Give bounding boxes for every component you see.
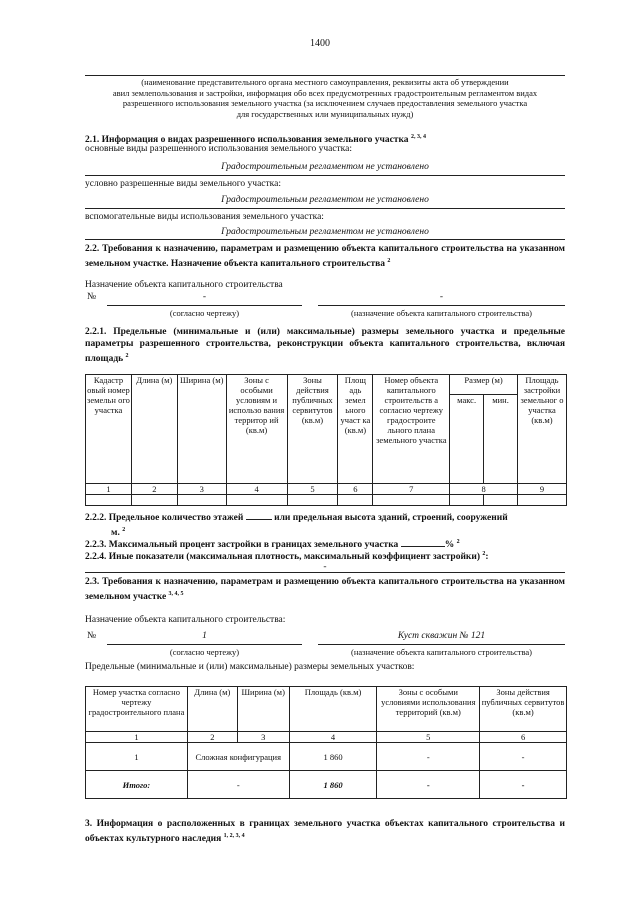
col-number: 5 bbox=[377, 732, 480, 743]
cell-plot-number: 1 bbox=[86, 743, 188, 771]
section-2-2-heading: 2.2. Требования к назначению, параметрам и размещению объекта капитального строительства на указанном земельном участке. Назначение объекта капитального строительства $^2$ bbox=[85, 244, 565, 270]
col-number: 3 bbox=[237, 732, 289, 743]
col-special-zones: Зоны с особыми условиям и использо вания территор ий (кв.м) bbox=[226, 375, 287, 484]
header-caption-line: авил землепользования и застройки, информация обо всех предусмотренных градостроительным регламентом видах bbox=[112, 87, 538, 98]
rule bbox=[85, 572, 565, 573]
col-servitudes: Зоны действия публичных сервитутов (кв.м) bbox=[287, 375, 338, 484]
header-caption-line: разрешенного использования земельного участка (за исключением случаев предоставления земельного участка bbox=[122, 98, 528, 108]
section-2-2-1-heading: 2.2.1. Предельные (минимальные и (или) максимальные) размеры земельного участка и предельные параметры разрешенного строительства, реконструкции объекта капитального строительства, включая площадь $^2$ bbox=[85, 327, 565, 365]
rule bbox=[85, 208, 565, 209]
rule bbox=[85, 175, 565, 176]
col-number: 1 bbox=[86, 732, 188, 743]
conditional-uses-value: Градостроительным регламентом не установлено bbox=[221, 195, 429, 205]
rule bbox=[318, 305, 565, 306]
number-sign: № bbox=[87, 292, 97, 302]
col-number: 2 bbox=[187, 732, 237, 743]
header-caption bbox=[40, 77, 610, 119]
col-length: Длина (м) bbox=[131, 375, 177, 484]
object-purpose: - bbox=[439, 292, 444, 302]
total-servitudes: - bbox=[480, 771, 567, 799]
section-2-2-4: 2.2.4. Иные показатели (максимальная плотность, максимальный коэффициент застройки) $^2$: bbox=[85, 551, 489, 563]
col-number: 7 bbox=[373, 484, 450, 495]
col-servitudes: Зоны действия публичных сервитутов (кв.м) bbox=[480, 687, 567, 732]
col-width: Ширина (м) bbox=[177, 375, 226, 484]
auxiliary-uses-label: вспомогательные виды использования земельного участка: bbox=[85, 212, 324, 222]
col-object-number: Номер объекта капитального строительств а согласно чертежу градостроите льного плана земельного участка bbox=[373, 375, 450, 484]
limits-label: Предельные (минимальные и (или) максимальные) размеры земельных участков: bbox=[85, 662, 415, 672]
section-2-3-heading: 2.3. Требования к назначению, параметрам и размещению объекта капитального строительства на указанном земельном участке $^{3, 4, 5}$ bbox=[85, 577, 565, 603]
cell-servitudes: - bbox=[480, 743, 567, 771]
col-number: 6 bbox=[480, 732, 567, 743]
conditional-uses-label: условно разрешенные виды земельного участка: bbox=[85, 179, 282, 189]
col-number: 8 bbox=[450, 484, 518, 495]
rule bbox=[107, 644, 302, 645]
col-number: 6 bbox=[338, 484, 373, 495]
rule bbox=[107, 305, 302, 306]
main-uses-value: Градостроительным регламентом не установлено bbox=[221, 162, 429, 172]
col-cadastral: Кадастр овый номер земельн ого участка bbox=[86, 375, 132, 484]
cell-shape: Сложная конфигурация bbox=[187, 743, 289, 771]
header-caption-line: для государственных или муниципальных нужд) bbox=[236, 108, 414, 119]
col-number: 4 bbox=[289, 732, 377, 743]
table-row bbox=[86, 743, 567, 771]
main-uses-label: основные виды разрешенного использования земельного участка: bbox=[85, 144, 353, 154]
section-2-2-2: 2.2.2. Предельное количество этажей или предельная высота зданий, строений, сооружений bbox=[85, 513, 508, 523]
total-label: Итого: bbox=[86, 771, 188, 799]
number-sign-2: № bbox=[87, 631, 97, 641]
rule bbox=[85, 239, 565, 240]
section-3-heading: 3. Информация о расположенных в границах земельного участка объектах капитального строительства и объектах культурного наследия $^{1, 2, 3, 4}$ bbox=[85, 819, 565, 845]
col-built-area: Площадь застройки земельног о участка (кв.м) bbox=[517, 375, 566, 484]
col-special-zones: Зоны с особыми условиями использования территорий (кв.м) bbox=[377, 687, 480, 732]
total-row bbox=[86, 771, 567, 799]
total-area: 1 860 bbox=[289, 771, 377, 799]
col-size-max: макс. bbox=[450, 395, 484, 484]
col-number: 2 bbox=[131, 484, 177, 495]
section-2-2-3: 2.2.3. Максимальный процент застройки в границах земельного участка % $^2$ bbox=[85, 539, 460, 551]
col-plot-number: Номер участка согласно чертежу градостроительного плана bbox=[86, 687, 188, 732]
section-2-1-heading: 2.1. Информация о видах разрешенного использования земельного участка $^{2, 3, 4}$ bbox=[85, 134, 426, 146]
purpose-label: Назначение объекта капитального строительства bbox=[85, 280, 283, 290]
object-number-2: 1 bbox=[202, 631, 207, 641]
total-shape: - bbox=[187, 771, 289, 799]
auxiliary-uses-value: Градостроительным регламентом не установлено bbox=[221, 227, 429, 237]
object-purpose-2: Куст скважин № 121 bbox=[397, 631, 486, 641]
plot-sizes-table bbox=[85, 686, 567, 799]
col-number: 9 bbox=[517, 484, 566, 495]
col-number: 1 bbox=[86, 484, 132, 495]
col-number: 3 bbox=[177, 484, 226, 495]
col-width: Ширина (м) bbox=[237, 687, 289, 732]
cell-zones: - bbox=[377, 743, 480, 771]
total-zones: - bbox=[377, 771, 480, 799]
col-area: Площадь (кв.м) bbox=[289, 687, 377, 732]
col-plot-area: Площ адь земел ьного участ ка (кв.м) bbox=[338, 375, 373, 484]
col-size: Размер (м) bbox=[450, 375, 518, 395]
header-caption-line: (наименование представительного органа местного самоуправления, реквизиты акта об утверждении bbox=[141, 77, 509, 87]
col-number: 5 bbox=[287, 484, 338, 495]
purpose-label-2: Назначение объекта капитального строительства: bbox=[85, 615, 286, 625]
top-rule bbox=[85, 75, 565, 76]
col-length: Длина (м) bbox=[187, 687, 237, 732]
object-number: - bbox=[202, 292, 207, 302]
section-2-2-2-tail: м. $^2$ bbox=[111, 527, 126, 539]
caption-drawing: (согласно чертежу) bbox=[169, 308, 240, 318]
caption-drawing-2: (согласно чертежу) bbox=[169, 647, 240, 657]
caption-purpose-2: (назначение объекта капитального строительства) bbox=[350, 647, 533, 657]
caption-purpose: (назначение объекта капитального строительства) bbox=[350, 308, 533, 318]
col-number: 4 bbox=[226, 484, 287, 495]
other-indicators-value: - bbox=[323, 562, 327, 572]
page-number: 1400 bbox=[310, 38, 330, 49]
col-size-min: мин. bbox=[484, 395, 518, 484]
rule bbox=[318, 644, 565, 645]
parameters-table bbox=[85, 374, 567, 506]
cell-area: 1 860 bbox=[289, 743, 377, 771]
